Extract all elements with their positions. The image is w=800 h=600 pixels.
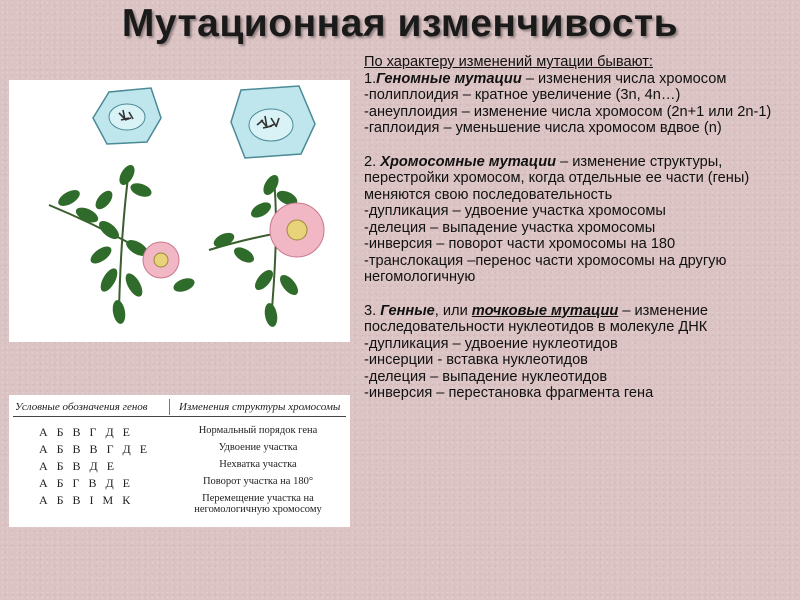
- gene-change: Перемещение участка на негомологичную хромосому: [194, 493, 322, 515]
- intro-line: По характеру изменений мутации бывают:: [364, 54, 653, 70]
- gene-sequence: А Б В І М К: [39, 493, 134, 507]
- section-gene: [364, 303, 796, 336]
- gene-sequence: А Б В Д Е: [39, 459, 118, 473]
- section-heading: Геномные мутации: [376, 70, 522, 87]
- flower-small-icon: [143, 242, 179, 278]
- list-item: -дупликация – удвоение нуклеотидов: [364, 335, 618, 352]
- section-chromosomal: [364, 154, 796, 204]
- list-item: -инсерции - вставка нуклеотидов: [364, 352, 588, 368]
- rose-illustration: [9, 80, 350, 342]
- list-item: -инверсия – поворот части хромосомы на 180: [364, 236, 676, 252]
- section-genomic: [364, 71, 796, 88]
- flower-large-icon: [270, 203, 324, 257]
- rose-drawing: [9, 80, 350, 342]
- cell-diploid-icon: [93, 88, 161, 144]
- gene-sequence: А Б В В Г Д Е: [39, 442, 151, 456]
- list-item: -анеуплоидия – изменение числа хромосом (2n+1 или 2n-1): [364, 103, 772, 120]
- section-definition: – изменения числа хромосом: [521, 70, 727, 87]
- gene-table-row: [9, 476, 350, 492]
- cell-polyploid-icon: [231, 86, 315, 158]
- list-item: -дупликация – удвоение участка хромосомы: [364, 203, 666, 219]
- list-item: -инверсия – перестановка фрагмента гена: [364, 385, 654, 401]
- gene-sequence: А Б Г В Д Е: [39, 476, 134, 490]
- section-connector: , или: [434, 302, 472, 319]
- gene-sequence: А Б В Г Д Е: [39, 425, 134, 439]
- gene-table-row: [9, 425, 350, 441]
- list-item: -делеция – выпадение нуклеотидов: [364, 368, 608, 385]
- gene-change: Удвоение участка: [218, 442, 298, 453]
- gene-table-header-right: Изменения структуры хромосомы: [179, 401, 341, 413]
- section-definition: – изменение структуры, перестройки хромосом, когда отдельные ее части (гены) меняются свою последовательность: [364, 153, 750, 203]
- gene-table-row: [9, 442, 350, 458]
- slide-title: Мутационная изменчивость: [121, 2, 679, 45]
- section-definition: – изменение последовательности нуклеотидов в молекуле ДНК: [364, 302, 709, 335]
- gene-table-row: [9, 493, 350, 515]
- gene-table-divider: [169, 399, 170, 415]
- list-item: -гаплоидия – уменьшение числа хромосом вдвое (n): [364, 120, 722, 136]
- section-number: 2.: [364, 153, 381, 170]
- mutation-text: [364, 54, 796, 402]
- gene-table: [9, 395, 350, 527]
- gene-table-header-left: Условные обозначения генов: [15, 401, 148, 413]
- section-heading: Хромосомные мутации: [380, 153, 557, 170]
- gene-change: Поворот участка на 180°: [202, 476, 314, 487]
- gene-change: Нехватка участка: [219, 459, 297, 470]
- list-item: -полиплоидия – кратное увеличение (3n, 4n…): [364, 87, 681, 103]
- section-number: 1.: [364, 70, 377, 87]
- list-item: -транслокация –перенос части хромосомы на другую негомологичную: [364, 252, 727, 285]
- gene-change: Нормальный порядок гена: [198, 425, 318, 436]
- section-heading-alt: точковые мутации: [471, 302, 619, 319]
- gene-table-row: [9, 459, 350, 475]
- list-item: -делеция – выпадение участка хромосомы: [364, 219, 656, 236]
- section-number: 3.: [364, 302, 381, 319]
- section-heading: Генные: [380, 302, 435, 319]
- gene-table-rule: [13, 416, 346, 417]
